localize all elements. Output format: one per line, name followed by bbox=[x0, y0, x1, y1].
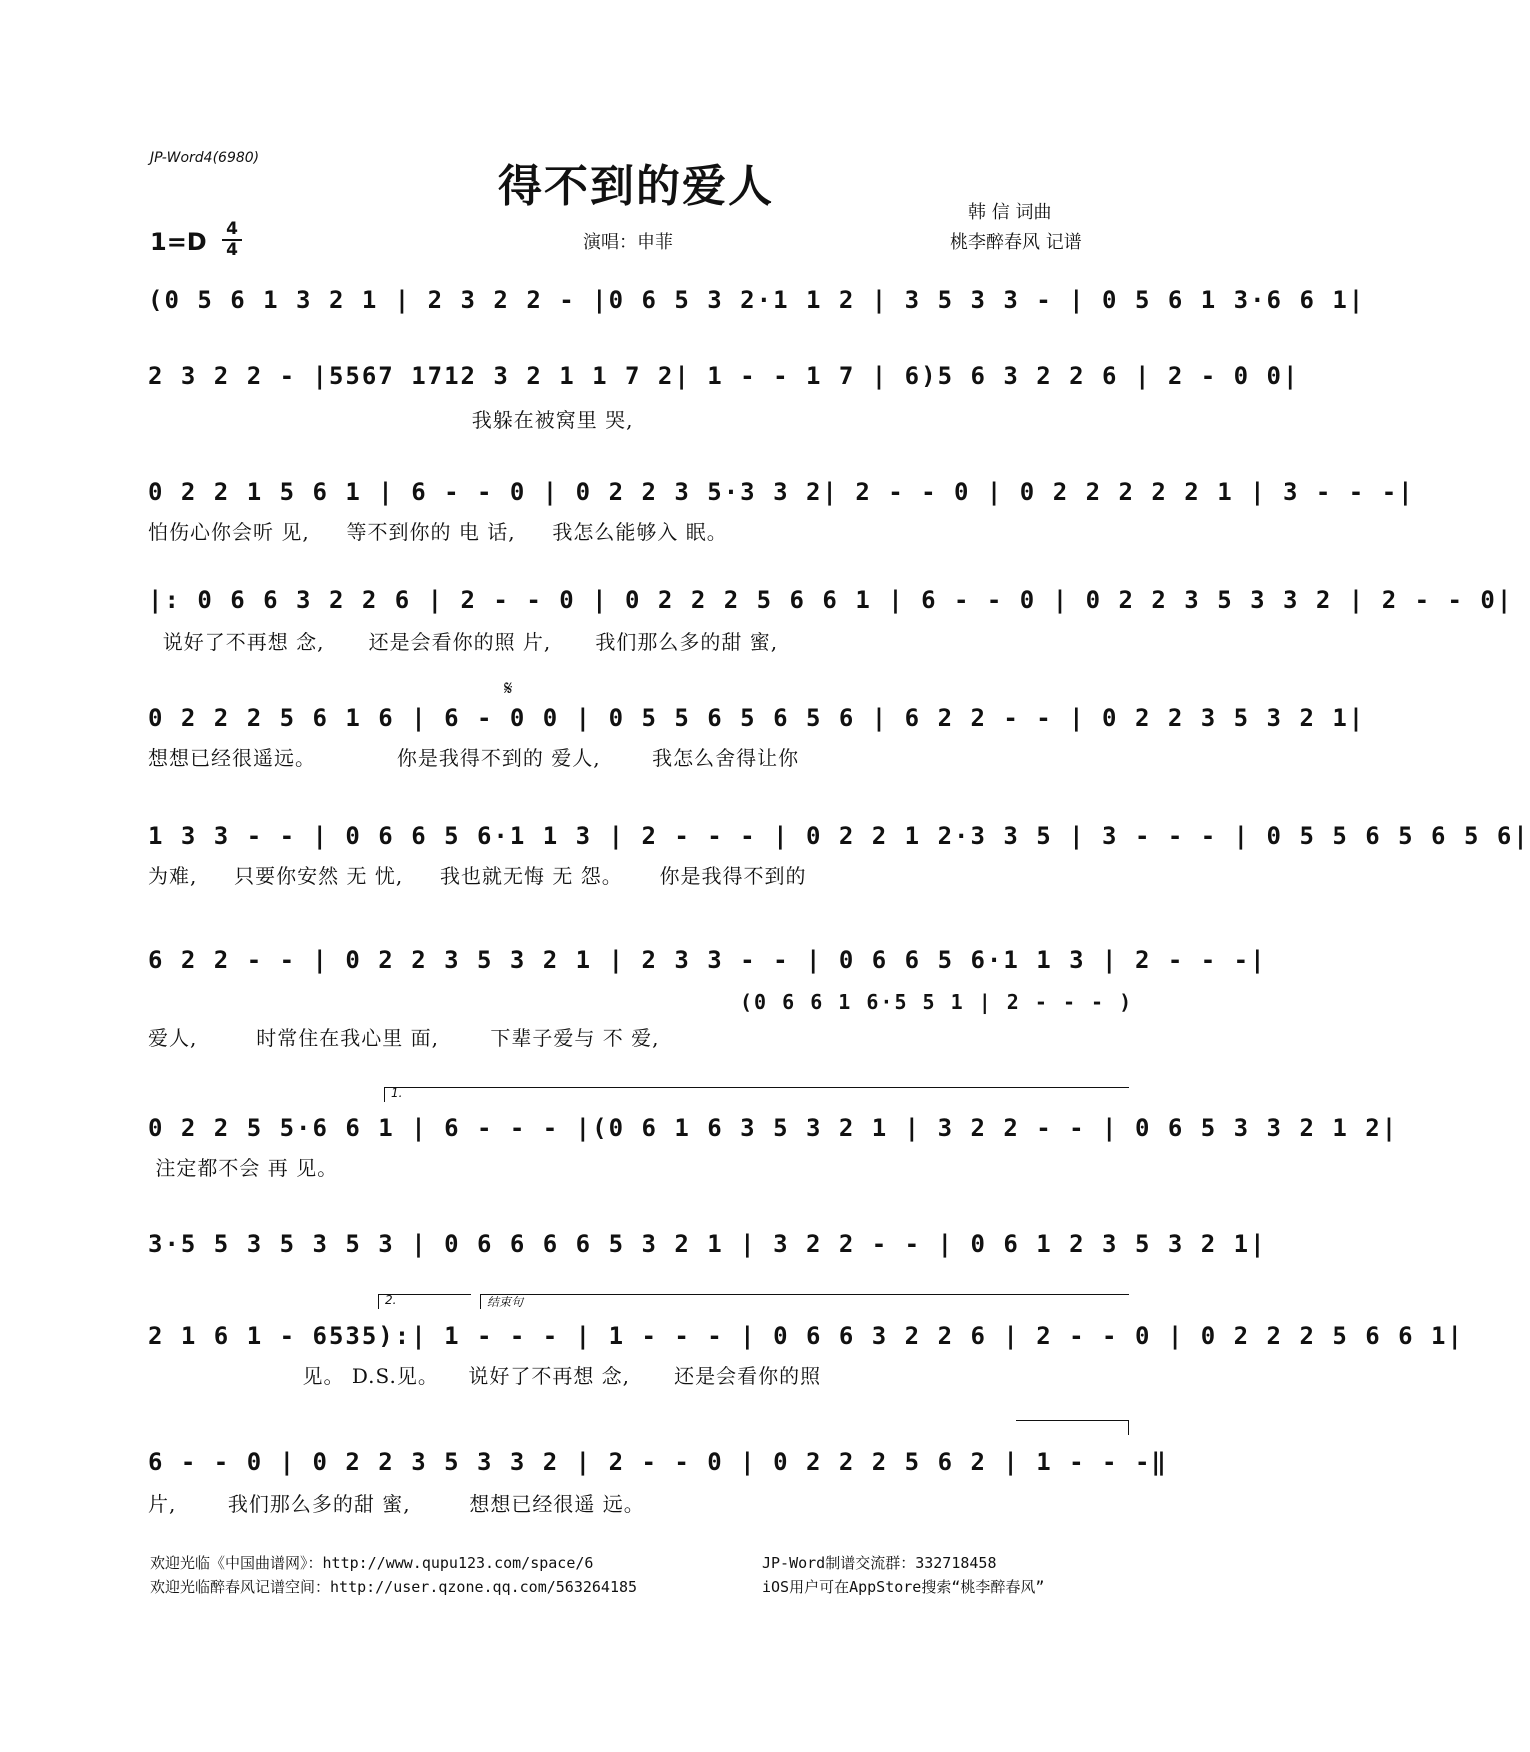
footer-right-2: iOS用户可在AppStore搜索“桃李醉春风” bbox=[762, 1578, 1045, 1596]
system-8-lyric: 注定都不会 再 见。 bbox=[148, 1156, 339, 1180]
coda-label: 结束句 bbox=[487, 1295, 524, 1309]
system-9-music: 3·5 5 3 5 3 5 3 | 0 6 6 6 6 5 3 2 1 | 3 2 2 - - | 0 6 1 2 3 5 3 2 1| bbox=[148, 1230, 1267, 1258]
volta-2-label: 2. bbox=[385, 1293, 397, 1307]
footer-left-1: 欢迎光临《中国曲谱网》：http://www.qupu123.com/space/6 bbox=[150, 1554, 594, 1572]
footer-right-1: JP-Word制谱交流群：332718458 bbox=[762, 1554, 997, 1572]
software-tag: JP-Word4(6980) bbox=[150, 150, 260, 166]
system-4-music: |: 0 6 6 3 2 2 6 | 2 - - 0 | 0 2 2 2 5 6 6 1 | 6 - - 0 | 0 2 2 3 5 3 3 2 | 2 - - 0| bbox=[148, 586, 1514, 614]
system-3-lyric: 怕伤心你会听 见, 等不到你的 电 话, 我怎么能够入 眠。 bbox=[148, 520, 728, 544]
system-2-lyric: 我躲在被窝里 哭, bbox=[148, 408, 634, 432]
system-8-music: 0 2 2 5 5·6 6 1 | 6 - - - |(0 6 1 6 3 5 3 2 1 | 3 2 2 - - | 0 6 5 3 3 2 1 2| bbox=[148, 1114, 1399, 1142]
volta-2 bbox=[378, 1294, 471, 1309]
interlude-line: (0 6 6 1 6·5 5 1 | 2 - - - ) bbox=[740, 990, 1134, 1014]
system-7-lyric: 爱人, 时常住在我心里 面, 下辈子爱与 不 爱, bbox=[148, 1026, 660, 1050]
time-signature bbox=[222, 219, 242, 260]
system-11-lyric: 片, 我们那么多的甜 蜜, 想想已经很遥 远。 bbox=[148, 1492, 645, 1516]
volta-1-label: 1. bbox=[391, 1086, 403, 1100]
system-2-music: 2 3 2 2 - |5567 1712 3 2 1 1 7 2| 1 - - 1 7 | 6)5 6 3 2 2 6 | 2 - 0 0| bbox=[148, 362, 1300, 390]
segno-sign: 𝄋 bbox=[504, 676, 513, 700]
volta-1 bbox=[384, 1087, 1129, 1102]
key-signature: 1=D bbox=[150, 228, 207, 256]
system-3-music: 0 2 2 1 5 6 1 | 6 - - 0 | 0 2 2 3 5·3 3 2| 2 - - 0 | 0 2 2 2 2 2 1 | 3 - - -| bbox=[148, 478, 1415, 506]
page-title: 得不到的爱人 bbox=[498, 161, 774, 212]
system-1-music: (0 5 6 1 3 2 1 | 2 3 2 2 - |0 6 5 3 2·1 1 2 | 3 5 3 3 - | 0 5 6 1 3·6 6 1| bbox=[148, 286, 1366, 314]
coda-label-box bbox=[480, 1294, 1129, 1309]
composer-credit: 韩 信 词曲 bbox=[968, 202, 1052, 223]
singer-credit: 演唱：申菲 bbox=[583, 232, 673, 253]
system-5-music: 0 2 2 2 5 6 1 6 | 6 - 0 0 | 0 5 5 6 5 6 5 6 | 6 2 2 - - | 0 2 2 3 5 3 2 1| bbox=[148, 704, 1366, 732]
time-sig-bottom: 4 bbox=[226, 240, 238, 260]
system-6-music: 1 3 3 - - | 0 6 6 5 6·1 1 3 | 2 - - - | 0 2 2 1 2·3 3 5 | 3 - - - | 0 5 5 6 5 6 5 6| bbox=[148, 822, 1530, 850]
system-11-music: 6 - - 0 | 0 2 2 3 5 3 3 2 | 2 - - 0 | 0 2 2 2 5 6 2 | 1 - - -‖ bbox=[148, 1448, 1168, 1476]
time-sig-top: 4 bbox=[226, 219, 238, 239]
system-10-music: 2 1 6 1 - 6535):| 1 - - - | 1 - - - | 0 6 6 3 2 2 6 | 2 - - 0 | 0 2 2 2 5 6 6 1| bbox=[148, 1322, 1464, 1350]
footer-left-2: 欢迎光临醉春风记谱空间：http://user.qzone.qq.com/563264185 bbox=[150, 1578, 638, 1596]
system-10-lyric: 见。 D.S.见。 说好了不再想 念, 还是会看你的照 bbox=[148, 1364, 822, 1388]
system-5-lyric: 想想已经很遥远。 你是我得不到的 爱人, 我怎么舍得让你 bbox=[148, 746, 800, 770]
system-7-music: 6 2 2 - - | 0 2 2 3 5 3 2 1 | 2 3 3 - - | 0 6 6 5 6·1 1 3 | 2 - - -| bbox=[148, 946, 1267, 974]
system-4-lyric: 说好了不再想 念, 还是会看你的照 片, 我们那么多的甜 蜜, bbox=[148, 630, 779, 654]
system-6-lyric: 为难, 只要你安然 无 忧, 我也就无悔 无 怨。 你是我得不到的 bbox=[148, 864, 807, 888]
transcriber-credit: 桃李醉春风 记谱 bbox=[950, 232, 1082, 253]
final-bracket bbox=[1016, 1420, 1129, 1435]
